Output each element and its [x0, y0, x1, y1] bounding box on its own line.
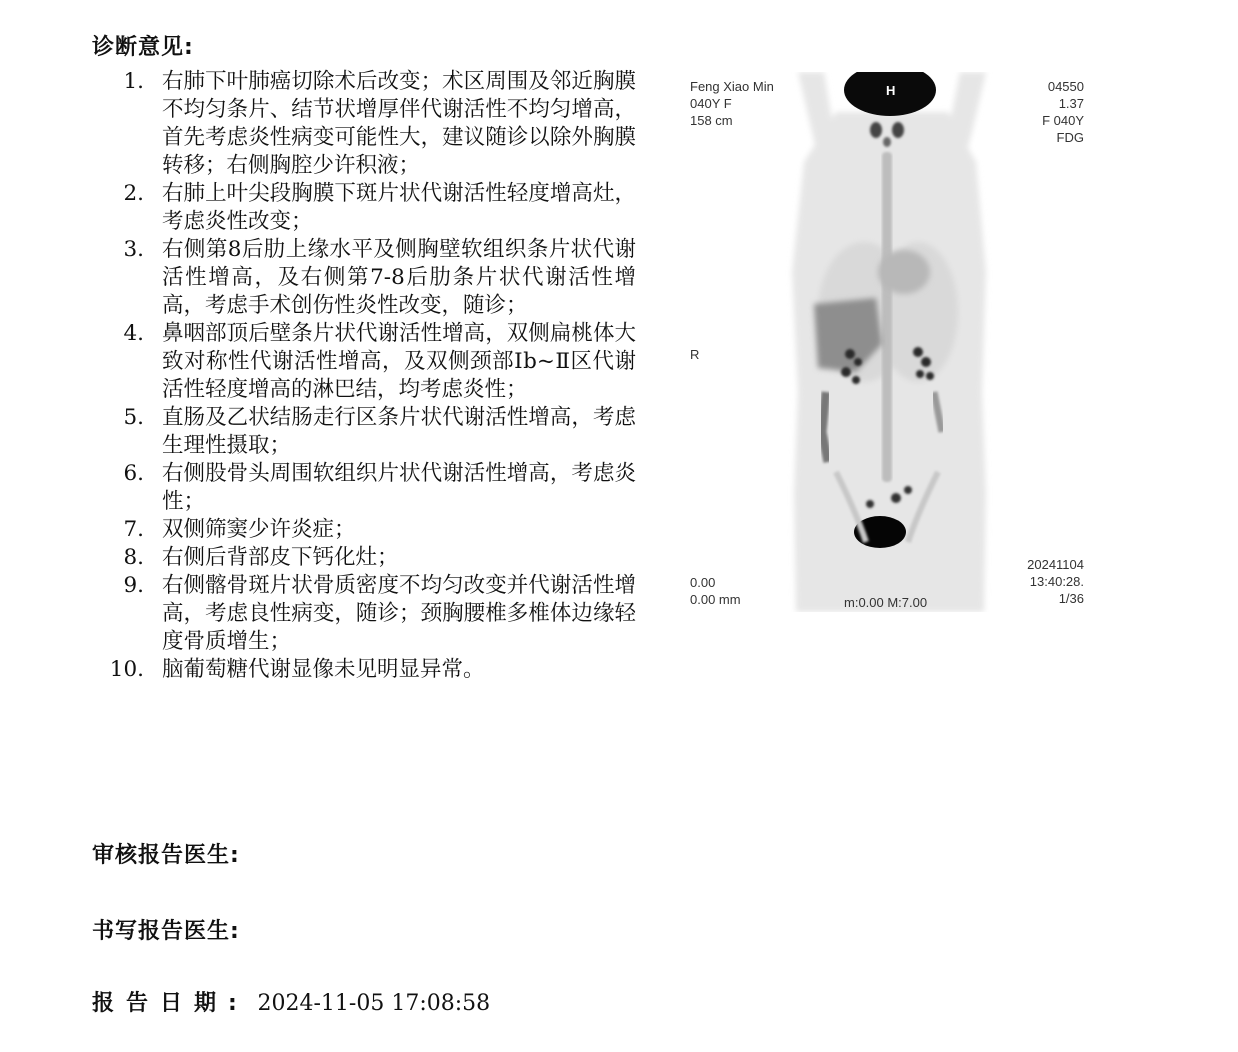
item-text: 右侧后背部皮下钙化灶；: [162, 545, 399, 570]
scan-id: 04550: [1047, 79, 1084, 94]
tracer-label: FDG: [1056, 130, 1084, 145]
item-text: 脑葡萄糖代谢显像未见明显异常。: [162, 657, 485, 682]
report-date: [92, 986, 490, 1017]
item-number: 7.: [123, 517, 144, 542]
list-item: [96, 236, 636, 320]
patient-name: Feng Xiao Min: [690, 79, 774, 94]
report-date-label: 报告日期:: [92, 991, 249, 1016]
list-item: [96, 516, 636, 544]
position-mm: 0.00 mm: [690, 592, 741, 607]
item-number: 2.: [123, 181, 144, 206]
reviewer-label: 审核报告医生:: [92, 843, 240, 868]
pet-mip-image: [686, 72, 1088, 612]
window-level: m:0.00 M:7.00: [844, 595, 928, 610]
item-number: 3.: [123, 237, 144, 262]
item-text: 右侧股骨头周围软组织片状代谢活性增高，考虑炎性；: [162, 461, 636, 514]
item-number: 4.: [123, 321, 144, 346]
patient-age-sex: 040Y F: [690, 96, 732, 111]
item-text: 右侧第8后肋上缘水平及侧胸壁软组织条片状代谢活性增高，及右侧第7-8后肋条片状代谢活性增高，考虑手术创伤性炎性改变，随诊；: [162, 237, 636, 318]
scan-patient-code: F 040Y: [1042, 113, 1084, 128]
list-item: [96, 68, 636, 180]
scan-time: 13:40:28.: [1029, 574, 1084, 589]
scan-value: 1.37: [1058, 96, 1084, 111]
writer-label: 书写报告医生:: [92, 919, 240, 944]
list-item: [96, 460, 636, 516]
item-number: 6.: [123, 461, 144, 486]
position-value: 0.00: [690, 575, 716, 590]
list-item: [96, 404, 636, 460]
item-number: 8.: [123, 545, 144, 570]
head-marker: H: [886, 83, 896, 98]
pet-body-scan: [686, 72, 1088, 612]
position-readout: [690, 574, 741, 608]
patient-info: [690, 78, 774, 129]
list-item: [96, 572, 636, 656]
item-text: 直肠及乙状结肠走行区条片状代谢活性增高，考虑生理性摄取；: [162, 405, 636, 458]
item-number: 9.: [123, 573, 144, 598]
diagnosis-list: [96, 68, 636, 684]
scan-info: [1042, 78, 1084, 146]
diagnosis-heading: 诊断意见:: [92, 35, 194, 60]
item-number: 5.: [123, 405, 144, 430]
item-text: 右侧髂骨斑片状骨质密度不均匀改变并代谢活性增高，考虑良性病变，随诊；颈胸腰椎多椎体边缘轻度骨质增生；: [162, 573, 636, 654]
item-text: 鼻咽部顶后壁条片状代谢活性增高，双侧扁桃体大致对称性代谢活性增高，及双侧颈部Ⅰb~Ⅱ区代谢活性轻度增高的淋巴结，均考虑炎性；: [162, 321, 636, 402]
report-date-value: 2024-11-05 17:08:58: [257, 991, 491, 1016]
list-item: [96, 320, 636, 404]
scan-date: 20241104: [1027, 557, 1084, 572]
list-item: [96, 656, 636, 684]
item-text: 双侧筛窦少许炎症；: [162, 517, 356, 542]
item-text: 右肺下叶肺癌切除术后改变；术区周围及邻近胸膜不均匀条片、结节状增厚伴代谢活性不均匀增高，首先考虑炎性病变可能性大，建议随诊以除外胸膜转移；右侧胸腔少许积液；: [162, 69, 636, 178]
side-marker: R: [690, 347, 700, 362]
slice-index: 1/36: [1058, 591, 1084, 606]
item-text: 右肺上叶尖段胸膜下斑片状代谢活性轻度增高灶，考虑炎性改变；: [162, 181, 636, 234]
item-number: 10.: [109, 657, 144, 682]
patient-height: 158 cm: [690, 113, 733, 128]
list-item: [96, 180, 636, 236]
item-number: 1.: [123, 69, 144, 94]
list-item: [96, 544, 636, 572]
scan-datetime: [1027, 556, 1084, 607]
